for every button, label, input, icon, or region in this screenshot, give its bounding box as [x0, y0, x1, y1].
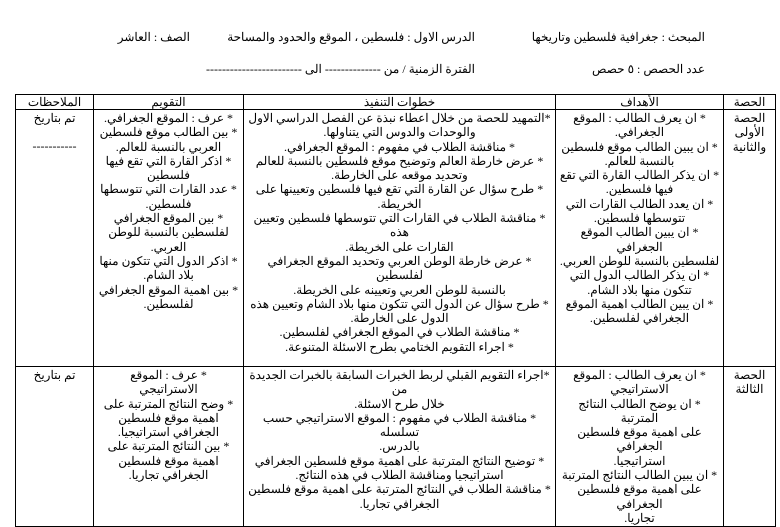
- cell-line: استراتيجيا.: [613, 453, 666, 468]
- cell-line: الجغرافي تجاريا.: [359, 496, 440, 511]
- cell-line: * عرض خارطة الوطن العربي وتحديد الموقع الجغرافي لفلسطين: [267, 253, 532, 283]
- col-header-session: الحصة: [724, 95, 776, 110]
- cell-line: * ان يعدد الطالب القارات التي: [565, 196, 714, 211]
- cell-line: * بين الطالب موقع فلسطين: [99, 125, 238, 140]
- steps-cell: [244, 110, 556, 367]
- cell-line: * مناقشة الطلاب في القارات التي تتوسطها فلسطين وتعيين هذه: [253, 211, 546, 240]
- cell-line: العربي بالنسبة للعالم.: [115, 139, 222, 154]
- cell-line: وتحديد موقعه على الخارطة.: [331, 168, 468, 183]
- cell-line: بالنسبة للعالم.: [604, 153, 675, 168]
- cell-line: على اهمية موقع فلسطين الجغرافي: [577, 482, 702, 511]
- notes-cell: [16, 367, 94, 527]
- cell-line: -----------: [32, 139, 77, 154]
- cell-line: القارات على الخريطة.: [345, 239, 454, 254]
- cell-line: * اذكر القارة التي تقع فيها: [105, 153, 232, 168]
- cell-line: تم بتاريخ: [33, 368, 76, 382]
- cell-line: الجغرافي تجاريا.: [128, 468, 209, 483]
- cell-line: * توضيح النتائج المترتبة على اهمية موقع فلسطين الجغرافي: [254, 453, 545, 468]
- cell-line: * عرض خارطة العالم وتوضيح موقع فلسطين بالنسبة للعالم: [255, 153, 544, 168]
- cell-line: الجغرافي لفلسطين.: [589, 311, 690, 326]
- cell-line: الثالثة: [735, 382, 764, 397]
- cell-line: فلسطين.: [145, 196, 192, 211]
- cell-line: فيها فلسطين.: [605, 182, 674, 197]
- cell-line: بالنسبة للوطن العربي وتعيينه على الخريطة.: [293, 282, 506, 297]
- cell-line: * طرح سؤال عن الدول التي تتكون منها بلاد الشام وتعيين هذه: [250, 296, 549, 311]
- cell-line: الجغرافي استراتيجيا.: [117, 425, 220, 440]
- cell-line: خلال طرح الاسئلة.: [354, 396, 445, 411]
- grade-label: الصف : العاشر: [117, 30, 190, 44]
- cell-line: * عرف : الموقع: [130, 368, 207, 382]
- cell-line: * ان يبين الطالب الموقع الجغرافي: [580, 225, 699, 254]
- col-header-evaluation: التقويم: [94, 95, 244, 110]
- evaluation-cell: [94, 110, 244, 367]
- header-row-1: [0, 30, 780, 50]
- cell-line: لفلسطين بالنسبة للوطن: [108, 225, 229, 240]
- cell-line: * ان يبين الطالب اهمية الموقع: [565, 296, 714, 311]
- col-header-steps: خطوات التنفيذ: [244, 95, 556, 110]
- lesson-plan-table: [15, 94, 776, 527]
- objectives-cell: [556, 110, 724, 367]
- lesson-title: الدرس الاول : فلسطين ، الموقع والحدود والمساحة: [227, 30, 475, 44]
- objectives-cell: [556, 367, 724, 527]
- cell-line: * ان يذكر الطالب القارة التي تقع: [559, 168, 720, 183]
- cell-line: * ان يعرف الطالب : الموقع: [573, 111, 706, 125]
- cell-line: * عدد القارات التي تتوسطها: [100, 182, 237, 197]
- cell-line: الجغرافي.: [614, 125, 665, 140]
- cell-line: بلاد الشام.: [143, 268, 194, 283]
- session-cell: [724, 110, 776, 367]
- notes-cell: [16, 110, 94, 367]
- col-header-objectives: الأهداف: [556, 95, 724, 110]
- sessions-count: عدد الحصص : ٥ حصص: [592, 62, 705, 76]
- cell-line: * مناقشة الطلاب في مفهوم : الموقع الاستراتيجي حسب تسلسله: [262, 410, 537, 440]
- cell-line: *اجراء التقويم القبلي لربط الخبرات السابقة بالخبرات الجديدة من: [249, 368, 550, 397]
- subject-label: المبحث : جغرافية فلسطين وتاريخها: [531, 30, 705, 44]
- cell-line: تتوسطها فلسطين.: [593, 211, 686, 226]
- cell-line: * بين النتائج المترتبة على: [107, 439, 230, 454]
- cell-line: الأولى: [734, 125, 765, 140]
- cell-line: * مناقشة الطلاب في النتائج المترتبة على اهمية موقع فلسطين: [248, 482, 551, 497]
- cell-line: الاستراتيجي: [610, 382, 669, 397]
- cell-line: * بين الموقع الجغرافي: [113, 211, 224, 226]
- cell-line: لفلسطين بالنسبة للوطن العربي.: [559, 253, 720, 268]
- cell-line: تتكون منها بلاد الشام.: [587, 282, 692, 297]
- session-cell: [724, 367, 776, 527]
- cell-line: * ان يبين الطالب النتائج المترتبة: [561, 468, 718, 483]
- cell-line: اهمية موقع فلسطين: [118, 410, 219, 425]
- cell-line: والثانية: [732, 139, 767, 154]
- header-row-2: [0, 62, 780, 82]
- cell-line: بالدرس.: [379, 439, 420, 454]
- cell-line: لفلسطين.: [143, 296, 194, 311]
- cell-line: والوحدات والدوس التي يتناولها.: [323, 125, 476, 140]
- cell-line: الحصة: [733, 368, 766, 382]
- cell-line: * مناقشة الطلاب في الموقع الجغرافي لفلسطين.: [279, 325, 520, 340]
- cell-line: * ان يوضح الطالب النتائج المترتبة: [578, 396, 701, 425]
- cell-line: الحصة: [733, 111, 766, 125]
- cell-line: الاستراتيجي: [139, 382, 198, 397]
- cell-line: الدول على الخارطة.: [350, 311, 449, 326]
- cell-line: على اهمية موقع فلسطين الجغرافي: [577, 425, 702, 454]
- table-row: [16, 110, 776, 367]
- cell-line: * اجراء التقويم الختامي بطرح الاسئلة المتنوعة.: [285, 339, 514, 354]
- cell-line: * ان يعرف الطالب : الموقع: [573, 368, 706, 382]
- table-row: [16, 367, 776, 527]
- cell-line: * عرف : الموقع الجغرافي.: [103, 111, 234, 125]
- cell-line: * ان يبين الطالب موقع فلسطين: [561, 139, 718, 154]
- cell-line: *التمهيد للحصة من خلال اعطاء نبذة عن الفصل الدراسي الاول: [248, 111, 551, 125]
- cell-line: اهمية موقع فلسطين: [118, 453, 219, 468]
- cell-line: * وضح النتائج المترتبة على: [103, 396, 234, 411]
- cell-line: فلسطين: [146, 168, 190, 183]
- cell-line: * مناقشة الطلاب في مفهوم : الموقع الجغرافي.: [283, 139, 516, 154]
- steps-cell: [244, 367, 556, 527]
- cell-line: العربي.: [150, 239, 187, 254]
- time-period: الفترة الزمنية / من -------------- الى ------------------------: [205, 62, 475, 76]
- cell-line: * اذكر الدول التي تتكون منها: [99, 253, 238, 268]
- cell-line: تم بتاريخ: [33, 111, 76, 125]
- cell-line: الخريطة.: [377, 196, 422, 211]
- cell-line: * بين اهمية الموقع الجغرافي: [98, 282, 239, 297]
- cell-line: * ان يذكر الطالب الدول التي: [569, 268, 710, 283]
- table-header-row: [16, 95, 776, 110]
- cell-line: استراتيجيا ومناقشة الطلاب في هذه النتائج.: [295, 468, 504, 483]
- evaluation-cell: [94, 367, 244, 527]
- cell-line: * طرح سؤال عن القارة التي تقع فيها فلسطين وتعيينها على: [255, 182, 544, 197]
- col-header-notes: الملاحظات: [16, 95, 94, 110]
- cell-line: تجاريا.: [624, 510, 655, 525]
